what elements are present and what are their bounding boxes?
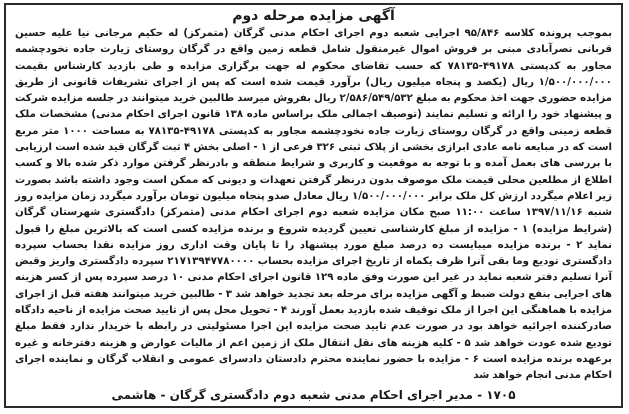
- notice-signature: ۱۷۰۵ - مدیر اجرای احکام مدنی شعبه دوم دادگستری گرگان - هاشمی: [111, 387, 516, 402]
- notice-body: بموجب پرونده کلاسه ۹۵/۸۴۶ اجرایی شعبه دوم اجرای احکام مدنی گرگان (متمرکز) له حکیم مرجانی نیا علیه حسین قربانی نصرآبادی مبنی بر فروش اموال غیرمنقول شامل قطعه زمین واقع در گرگان روستای زیارت جاده نخودچشمه مجاور به کدپستی ۴۹۱۷۸-۷۸۱۳۵ که حسب تقاضای محکوم له جهت برگزاری مزایده و طی بازدید کارشناس بقیمت ۱/۵۰۰/۰۰۰/۰۰۰ ریال (یکصد و پنجاه میلیون ریال) برآورد قیمت شده است که پس از اجرای تشریفات قانونی از طریق مزایده حضوری جهت اخذ محکوم به مبلغ ۲/۵۸۶/۵۴۹/۵۳۲ ریال بفروش میرسد طالبین خرید میتوانند در جلسه مزایده شرکت و پیشنهاد خود را ارائه و تسلیم نمایند (توصیف اجمالی ملک براساس ماده ۱۳۸ قانون اجرای احکام مدنی) مشخصات ملک قطعه زمینی واقع در گرگان روستای زیارت جاده نخودچشمه مجاور به کدپستی ۴۹۱۷۸-۷۸۱۳۵ به مساحت ۱۰۰۰ متر مربع است که در مبایعه نامه عادی ابرازی بخشی از پلاک ثبتی ۳۲۶ فرعی از ۱ - اصلی بخش ۴ ثبت گرگان قید شده است ارزیابی با بررسی های بعمل آمده و با توجه به موقعیت و کاربری و شرایط منطقه و بادرنظر گرفتن موارد ذکر شده بالا و کسب اطلاع از مطلعین محلی قیمت ملک موصوف بدون درنظر گرفتن تعهدات و دیونی که ممکن است وجود داشته باشد بصورت زیر اعلام میگردد ارزش کل ملک برابر ۱/۵۰۰/۰۰۰/۰۰۰ ریال معادل صدو پنجاه میلیون تومان برآورد میگردد زمان مزایده روز شنبه ۱۳۹۷/۱۱/۱۶ ساعت ۱۱:۰۰ صبح مکان مزایده شعبه دوم اجرای احکام مدنی (متمرکز) دادگستری شهرستان گرگان (شرایط مزایده) ۱ - مزایده از مبلغ کارشناسی تعیین گردیده شروع و برنده مزایده کسی است که بالاترین مبلغ را قبول نماید ۲ - برنده مزایده میبایست ده درصد مبلغ مورد پیشنهاد را تا پایان وقت اداری روز مزایده نقدا بحساب سپرده دادگستری تودیع وما بقی آنرا ظرف یکماه از تاریخ اجرای مزایده بحساب ۲۱۷۱۳۹۴۷۷۸۰۰۰۰ سپرده دادگستری واریز وقبض آنرا تسلیم دفتر شعبه نماید در غیر این صورت وفق ماده ۱۲۹ قانون اجرای احکام مدنی ۱۰ درصد سپرده پس از کسر هزینه های اجرایی بنفع دولت ضبط و آگهی مزایده برای مرحله بعد تجدید خواهد شد ۳ - طالبین خرید میتوانند هفته قبل از اجرای مزایده با هماهنگی این اجرا از ملک توقیف شده بازدید بعمل آورند ۴ - تحویل محل پس از تایید صحت مزایده از ناحیه دادگاه صادرکننده اجرائیه خواهد بود در صورت عدم تایید صحت مزایده این اجرا مسئولیتی در رابطه با خریدار ندارد فقط مبلغ تودیع شده عودت خواهد شد ۵ - کلیه هزینه های نقل انتقال ملک از زمین اعم از مالیات عوارض و هزینه دفترخانه و غیره برعهده برنده مزایده است ۶ - مزایده با حضور نماینده محترم دادستان دادسرای عمومی و انقلاب گرگان و نماینده اجرای احکام مدنی انجام خواهد شد: [15, 28, 612, 382]
- notice-title: آگهی مزایده مرحله دوم: [232, 8, 395, 24]
- auction-notice: [4, 3, 623, 408]
